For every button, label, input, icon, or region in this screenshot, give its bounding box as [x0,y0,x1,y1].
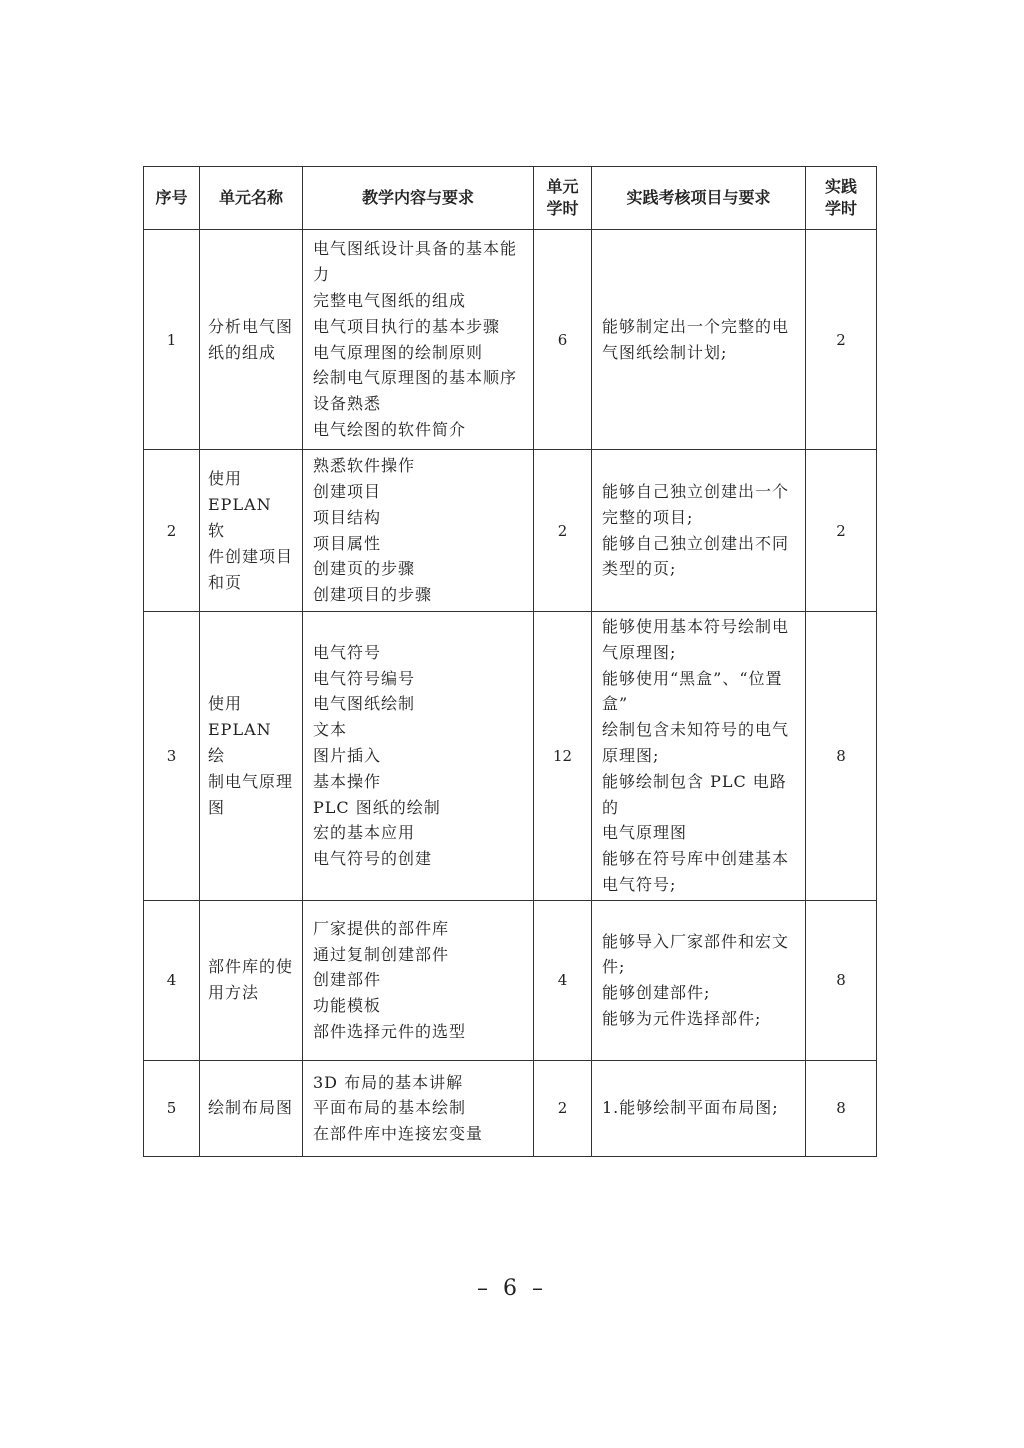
teaching-content-line: 宏的基本应用 [313,823,416,843]
assessment-requirements [592,900,806,1060]
table-row [144,612,877,901]
teaching-content-line: 基本操作 [313,771,382,791]
teaching-content-line: 熟悉软件操作 [313,456,416,476]
unit-name-line: 和页 [208,572,243,592]
teaching-content-line: 电气项目执行的基本步骤 [313,316,501,336]
teaching-content-line: 电气符号编号 [313,668,416,688]
assessment-requirements [592,612,806,901]
row-number: 4 [144,900,200,1060]
unit-name-line: 使用 [208,468,243,488]
unit-name-line: 图 [208,797,226,817]
assessment-requirements-line: 绘制包含未知符号的电气 [602,720,790,740]
teaching-content-line: PLC 图纸的绘制 [313,797,441,817]
teaching-content-line: 部件选择元件的选型 [313,1021,467,1041]
table-row [144,230,877,450]
table-header-row [144,167,877,230]
teaching-content-line: 在部件库中连接宏变量 [313,1124,484,1144]
unit-name-line: 分析电气图 [208,316,294,336]
assessment-requirements-line: 电气原理图 [602,823,688,843]
unit-name-line: EPLAN 绘 [208,719,272,765]
practice-hours: 8 [806,900,877,1060]
unit-name-line: 部件库的使 [208,957,294,977]
practice-hours: 2 [806,450,877,612]
row-number: 3 [144,612,200,901]
unit-hours: 2 [534,450,592,612]
teaching-content-line: 3D 布局的基本讲解 [313,1072,464,1092]
unit-hours: 12 [534,612,592,901]
unit-name [200,900,303,1060]
teaching-content-line: 电气符号 [313,642,382,662]
teaching-content-line: 创建项目的步骤 [313,585,433,605]
header-content: 教学内容与要求 [303,167,534,230]
unit-name [200,230,303,450]
header-unit-hours-line1: 单元 [546,177,579,196]
header-practice-hours [806,167,877,230]
practice-hours: 8 [806,612,877,901]
teaching-content-line: 通过复制创建部件 [313,944,450,964]
assessment-requirements-line: 能够使用基本符号绘制电 [602,617,790,636]
assessment-requirements-line: 气原理图; [602,642,677,662]
assessment-requirements-line: 件; [602,957,626,977]
teaching-content-line: 项目结构 [313,507,382,527]
assessment-requirements [592,450,806,612]
teaching-content-line: 电气原理图的绘制原则 [313,342,484,362]
unit-name-line: 使用 [208,693,243,713]
row-number: 2 [144,450,200,612]
unit-hours: 4 [534,900,592,1060]
assessment-requirements-line: 能够自己独立创建出不同 [602,533,790,553]
unit-name-line: 用方法 [208,983,260,1003]
teaching-content [303,230,534,450]
unit-name-line: 绘制布局图 [208,1098,294,1118]
unit-hours: 6 [534,230,592,450]
unit-name [200,450,303,612]
header-practice-hours-line2: 学时 [824,199,857,218]
table-row [144,1060,877,1156]
assessment-requirements-line: 能够创建部件; [602,983,711,1003]
header-practice-hours-line1: 实践 [824,177,857,196]
assessment-requirements-line: 类型的页; [602,559,677,579]
unit-name [200,1060,303,1156]
teaching-content-line: 电气图纸绘制 [313,694,416,714]
teaching-content-line: 创建部件 [313,970,382,990]
unit-name-line: EPLAN 软 [208,494,272,540]
assessment-requirements [592,1060,806,1156]
assessment-requirements-line: 完整的项目; [602,507,694,527]
assessment-requirements-line: 1.能够绘制平面布局图; [602,1098,779,1118]
teaching-content-line: 电气图纸设计具备的基本能 [313,239,518,259]
assessment-requirements-line: 能够在符号库中创建基本 [602,849,790,869]
teaching-content-line: 设备熟悉 [313,394,382,414]
header-assessment: 实践考核项目与要求 [592,167,806,230]
teaching-content-line: 平面布局的基本绘制 [313,1098,467,1118]
header-unit-hours-line2: 学时 [546,199,579,218]
teaching-content-line: 电气绘图的软件简介 [313,419,467,439]
unit-name-line: 纸的组成 [208,342,277,362]
unit-name-line: 件创建项目 [208,546,294,566]
assessment-requirements-line: 能够导入厂家部件和宏文 [602,931,790,951]
teaching-content-line: 力 [313,265,331,285]
table-row [144,900,877,1060]
header-unit-hours [534,167,592,230]
page-number: – 6 – [477,1276,547,1301]
header-num: 序号 [144,167,200,230]
teaching-content-line: 创建页的步骤 [313,559,416,579]
teaching-content-line: 电气符号的创建 [313,849,433,869]
teaching-content [303,612,534,901]
teaching-content [303,1060,534,1156]
unit-name-line: 制电气原理 [208,771,294,791]
header-unit-name: 单元名称 [200,167,303,230]
course-table [143,166,877,1157]
assessment-requirements-line: 能够使用“黑盒”、“位置盒” [602,668,783,714]
assessment-requirements-line: 能够为元件选择部件; [602,1009,762,1029]
teaching-content-line: 图片插入 [313,745,382,765]
practice-hours: 8 [806,1060,877,1156]
teaching-content-line: 绘制电气原理图的基本顺序 [313,368,518,388]
teaching-content-line: 项目属性 [313,533,382,553]
teaching-content-line: 功能模板 [313,996,382,1016]
assessment-requirements-line: 能够制定出一个完整的电 [602,316,790,336]
teaching-content-line: 完整电气图纸的组成 [313,290,467,310]
unit-hours: 2 [534,1060,592,1156]
assessment-requirements-line: 气图纸绘制计划; [602,342,728,362]
teaching-content-line: 文本 [313,720,348,740]
practice-hours: 2 [806,230,877,450]
table-row [144,450,877,612]
assessment-requirements-line: 能够绘制包含 PLC 电路的 [602,771,787,817]
teaching-content [303,450,534,612]
assessment-requirements-line: 能够自己独立创建出一个 [602,481,790,501]
unit-name [200,612,303,901]
teaching-content [303,900,534,1060]
assessment-requirements-line: 电气符号; [602,874,677,894]
row-number: 1 [144,230,200,450]
assessment-requirements-line: 原理图; [602,745,660,765]
row-number: 5 [144,1060,200,1156]
teaching-content-line: 厂家提供的部件库 [313,918,450,938]
assessment-requirements [592,230,806,450]
teaching-content-line: 创建项目 [313,481,382,501]
